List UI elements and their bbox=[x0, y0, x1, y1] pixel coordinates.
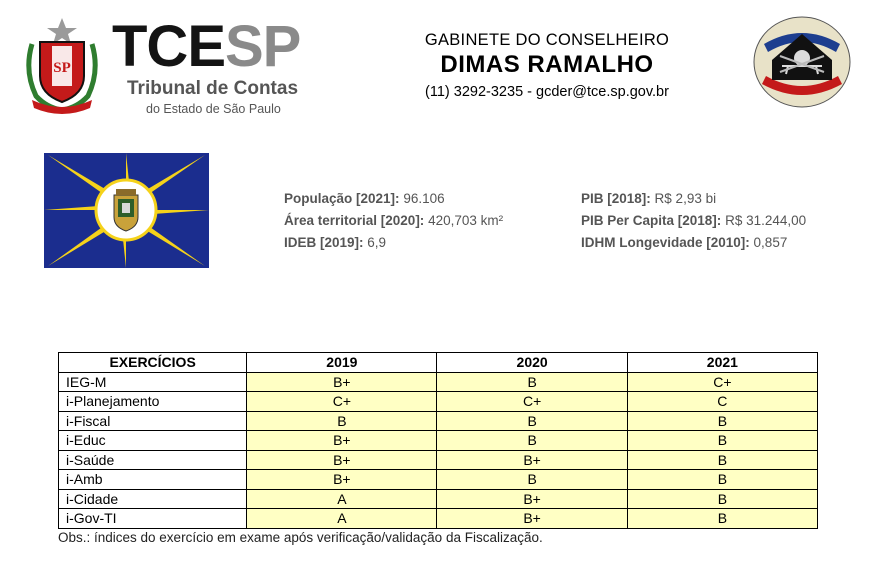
grade-cell: B+ bbox=[247, 372, 437, 392]
grade-cell: B+ bbox=[247, 470, 437, 490]
logo-subtitle: Tribunal de Contas bbox=[127, 78, 299, 99]
grade-cell: A bbox=[247, 489, 437, 509]
grade-cell: B bbox=[437, 372, 627, 392]
tce-logo bbox=[112, 14, 352, 118]
sao-paulo-crest-icon bbox=[22, 16, 102, 116]
grade-cell: C bbox=[627, 392, 817, 412]
table-row bbox=[59, 411, 818, 431]
table-row bbox=[59, 509, 818, 529]
table-header-row bbox=[59, 353, 818, 373]
councillor-name: DIMAS RAMALHO bbox=[440, 51, 654, 78]
indicator-population: População [2021]: 96.106 bbox=[284, 191, 445, 206]
column-header: 2019 bbox=[247, 353, 437, 373]
indicator-pib-per-capita: PIB Per Capita [2018]: R$ 31.244,00 bbox=[581, 213, 807, 228]
table-row bbox=[59, 431, 818, 451]
row-label: IEG-M bbox=[59, 372, 247, 392]
grade-cell: B+ bbox=[437, 489, 627, 509]
row-label: i-Educ bbox=[59, 431, 247, 451]
grade-cell: B bbox=[627, 509, 817, 529]
grade-cell: C+ bbox=[627, 372, 817, 392]
column-header: EXERCÍCIOS bbox=[59, 353, 247, 373]
column-header: 2020 bbox=[437, 353, 627, 373]
row-label: i-Cidade bbox=[59, 489, 247, 509]
row-label: i-Gov-TI bbox=[59, 509, 247, 529]
grade-cell: B+ bbox=[437, 450, 627, 470]
row-label: i-Amb bbox=[59, 470, 247, 490]
logo-subtitle-2: do Estado de São Paulo bbox=[146, 102, 281, 116]
grade-cell: B bbox=[437, 431, 627, 451]
crest-letters: SP bbox=[53, 60, 71, 76]
office-title: GABINETE DO CONSELHEIRO bbox=[424, 31, 670, 49]
row-label: i-Saúde bbox=[59, 450, 247, 470]
indicator-pib: PIB [2018]: R$ 2,93 bi bbox=[581, 191, 717, 206]
logo-wordmark bbox=[112, 14, 301, 79]
grade-cell: B bbox=[437, 470, 627, 490]
grade-cell: C+ bbox=[247, 392, 437, 412]
flag-coat-of-arms-icon bbox=[114, 189, 138, 231]
table-row bbox=[59, 392, 818, 412]
logo-word-dark: TCE bbox=[112, 14, 225, 79]
indicators-left bbox=[284, 188, 503, 254]
grade-cell: C+ bbox=[437, 392, 627, 412]
office-contact: (11) 3292-3235 - gcder@tce.sp.gov.br bbox=[425, 84, 669, 100]
grade-cell: B bbox=[627, 431, 817, 451]
grade-cell: B bbox=[247, 411, 437, 431]
grade-cell: B+ bbox=[247, 431, 437, 451]
grades-table bbox=[58, 352, 818, 529]
table-row bbox=[59, 470, 818, 490]
table-row bbox=[59, 372, 818, 392]
grade-cell: B bbox=[437, 411, 627, 431]
grade-cell: B+ bbox=[247, 450, 437, 470]
row-label: i-Fiscal bbox=[59, 411, 247, 431]
grade-cell: A bbox=[247, 509, 437, 529]
grade-cell: B bbox=[627, 450, 817, 470]
grade-cell: B+ bbox=[437, 509, 627, 529]
grade-cell: B bbox=[627, 489, 817, 509]
accounts-court-seal-icon bbox=[752, 14, 852, 110]
grade-cell: B bbox=[627, 470, 817, 490]
indicators-right bbox=[581, 188, 806, 254]
indicator-area: Área territorial [2020]: 420,703 km² bbox=[284, 213, 504, 228]
grade-cell: B bbox=[627, 411, 817, 431]
indicator-ideb: IDEB [2019]: 6,9 bbox=[284, 235, 387, 250]
office-header bbox=[392, 30, 702, 102]
logo-word-gray: SP bbox=[225, 14, 301, 79]
indicator-idhm: IDHM Longevidade [2010]: 0,857 bbox=[581, 235, 788, 250]
footnote: Obs.: índices do exercício em exame após verificação/validação da Fiscalização. bbox=[58, 530, 543, 545]
column-header: 2021 bbox=[627, 353, 817, 373]
table-row bbox=[59, 489, 818, 509]
municipal-flag bbox=[44, 153, 209, 268]
row-label: i-Planejamento bbox=[59, 392, 247, 412]
table-row bbox=[59, 450, 818, 470]
